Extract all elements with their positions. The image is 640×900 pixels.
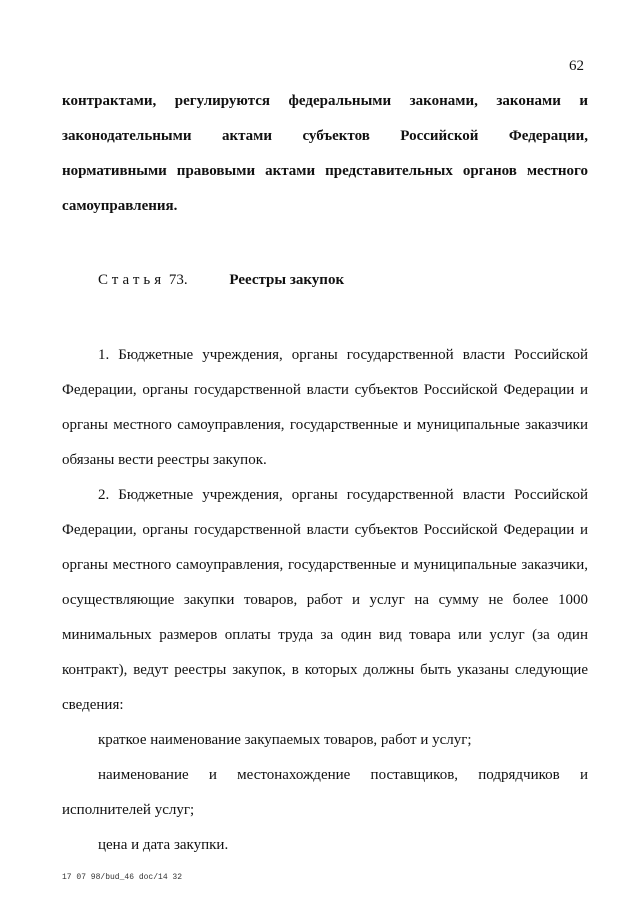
article-number: 73. xyxy=(168,272,188,288)
list-item-1: краткое наименование закупаемых товаров, работ и услуг; xyxy=(98,732,472,748)
paragraph-1: 1. Бюджетные учреждения, органы государственной власти Российской Федерации, органы государственной власти субъектов Российской Федерации и органы местного самоуправления, государственные и муниципальные заказчики обязаны вести реестры закупок. xyxy=(62,347,588,468)
article-label: Статья xyxy=(98,272,166,288)
page-number: 62 xyxy=(569,58,584,74)
paragraph-2: 2. Бюджетные учреждения, органы государственной власти Российской Федерации, органы государственной власти субъектов Российской Федерации и органы местного самоуправления, государственные и муниципальные заказчики, осуществляющие закупки товаров, работ и услуг на сумму не более 1000 минимальных размеров оплаты труда за один вид товара или услуг (за один контракт), ведут реестры закупок, в которых должны быть указаны следующие сведения: xyxy=(62,487,588,713)
list-item-2: наименование и местонахождение поставщиков, подрядчиков и исполнителей услуг; xyxy=(62,767,588,818)
article-title: Реестры закупок xyxy=(229,272,345,288)
list-item-3: цена и дата закупки. xyxy=(98,837,229,853)
intro-continuation: законодательными актами субъектов Российской Федерации, нормативными правовыми актами представительных органов местного самоуправления. xyxy=(62,128,588,214)
file-footer: 17 07 98/bud_46 doc/14 32 xyxy=(62,873,183,882)
intro-first-line: контрактами, регулируются федеральными законами, законами и xyxy=(62,93,588,109)
document-body xyxy=(62,84,588,863)
article-heading xyxy=(62,263,588,298)
